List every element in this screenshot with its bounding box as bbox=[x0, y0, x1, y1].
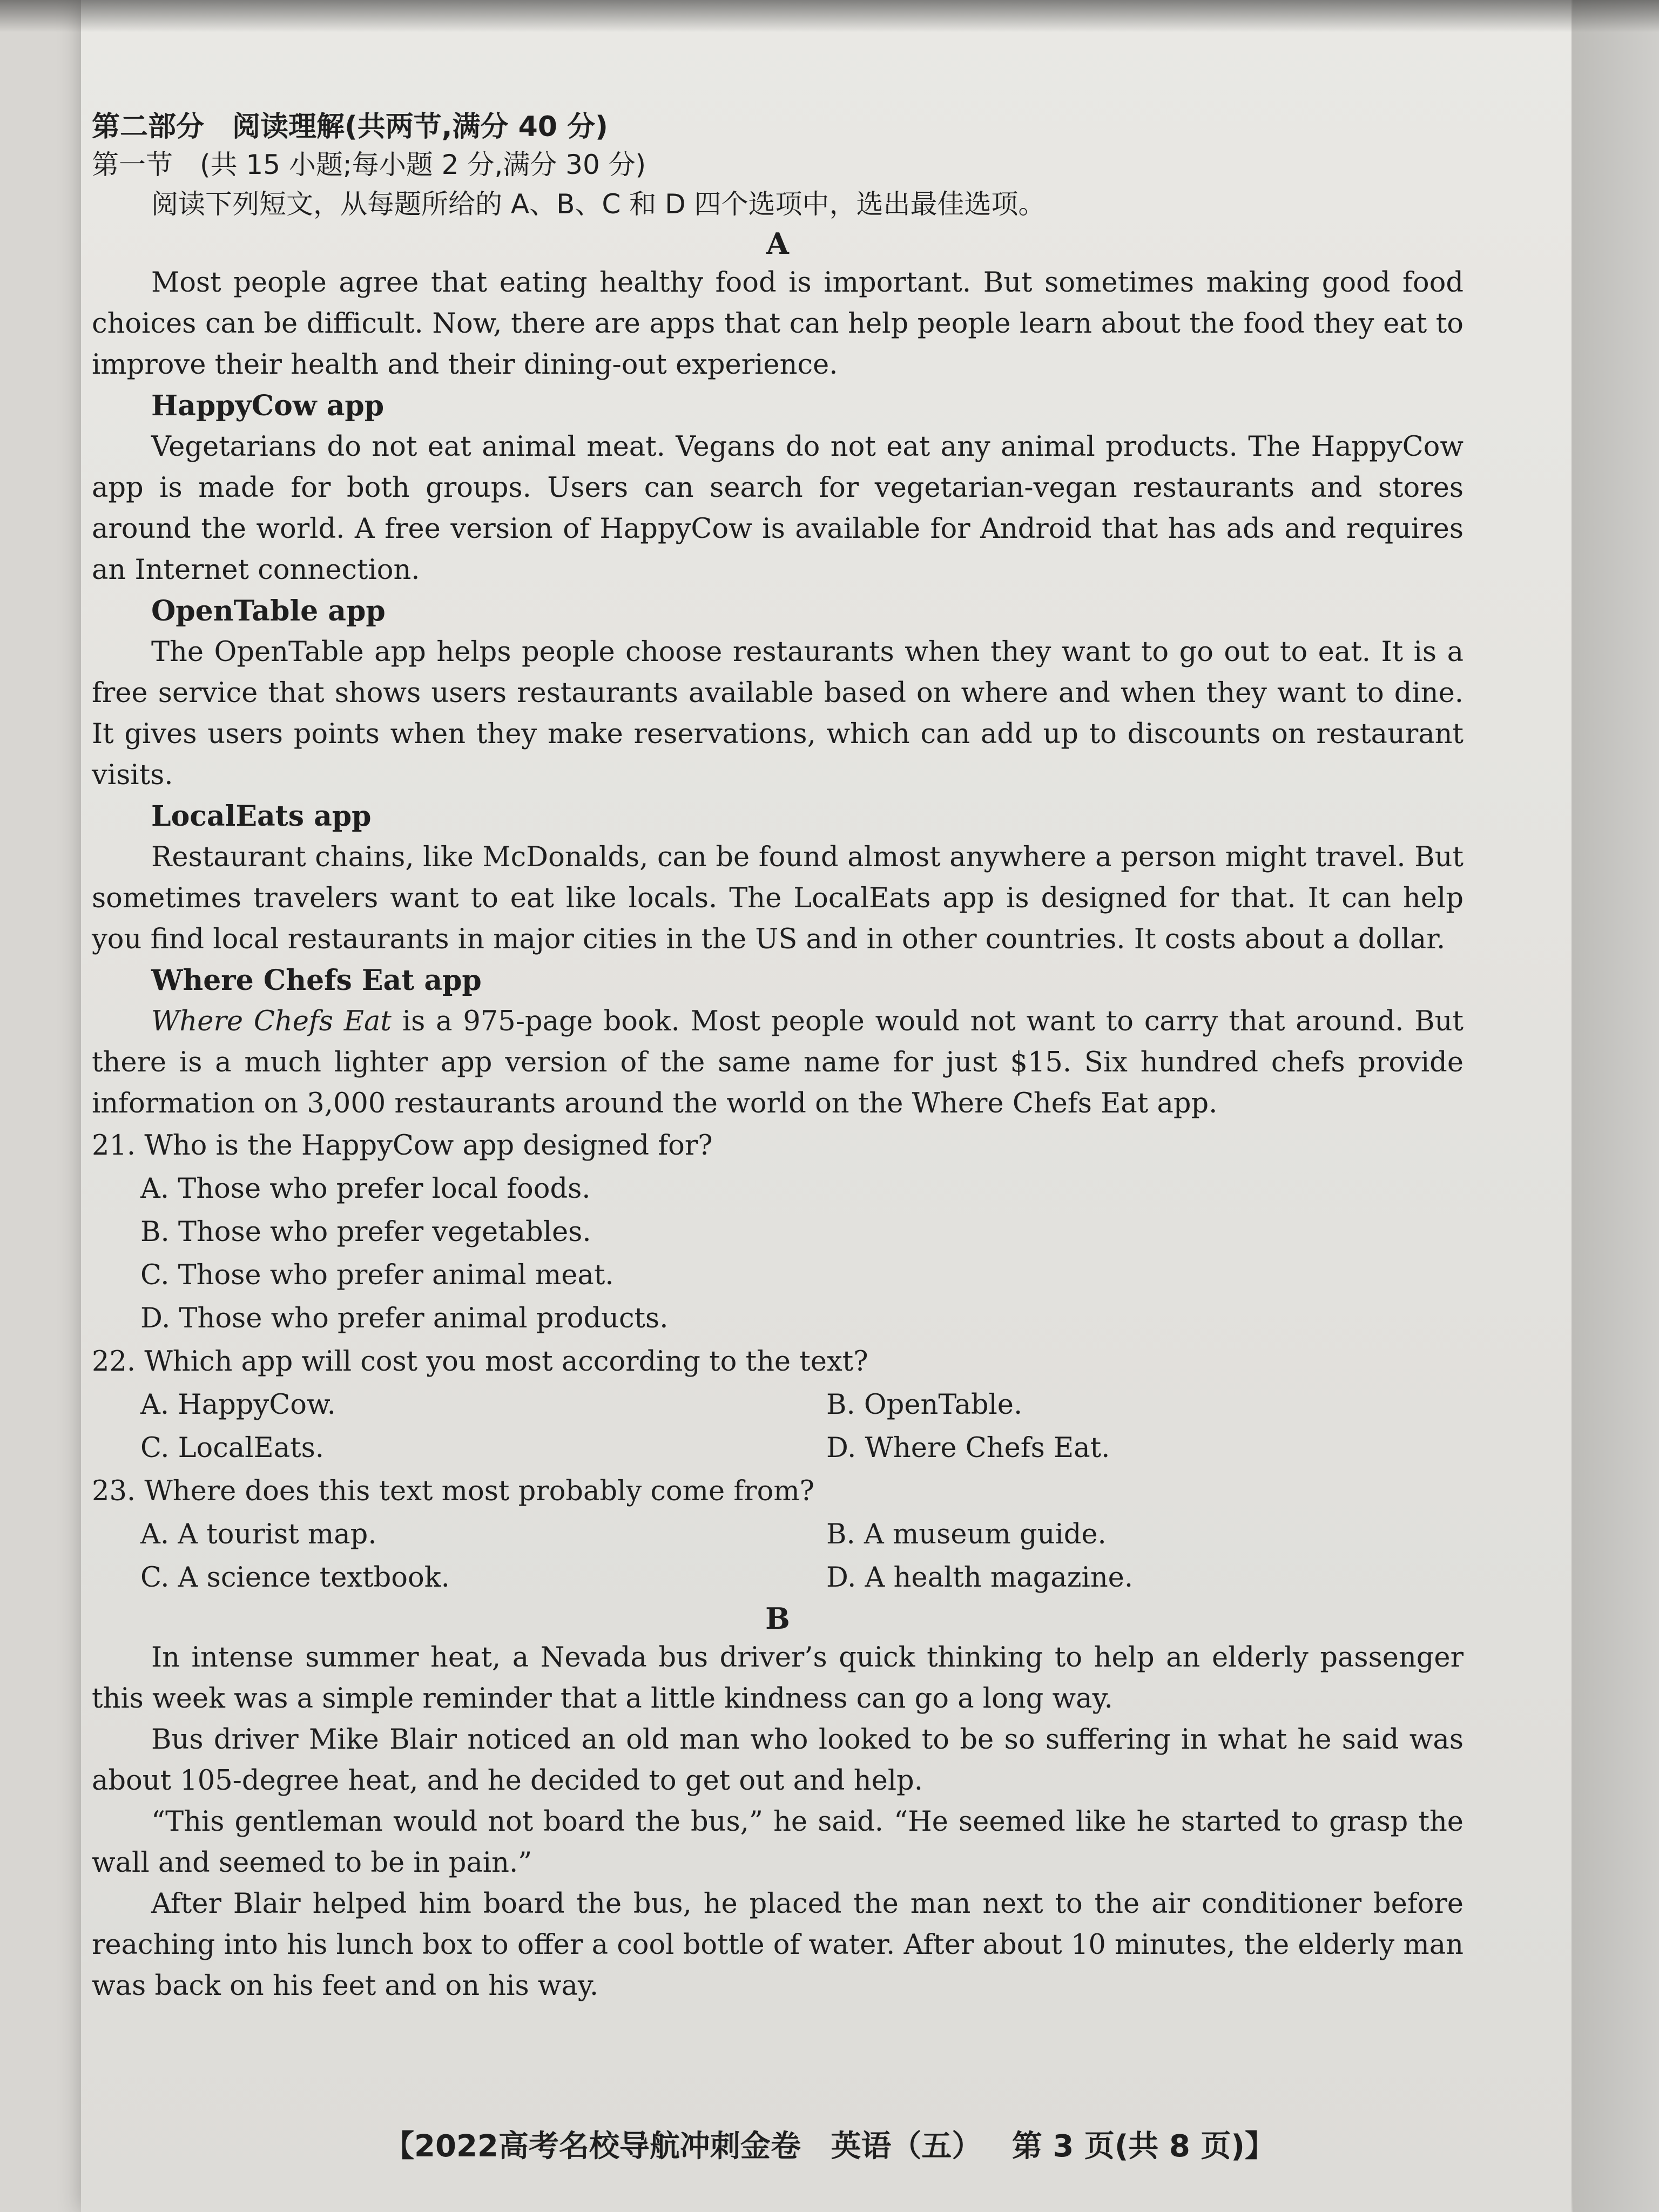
passage-a-intro: Most people agree that eating healthy food is important. But sometimes making good food choices can be difficult. Now, there are apps that can help people learn about the food they eat to improve their health and their dining-out experience. bbox=[92, 267, 1464, 381]
app-heading-localeats: LocalEats app bbox=[151, 800, 372, 833]
book-title: Where Chefs Eat bbox=[151, 1006, 392, 1037]
app-text-localeats: Restaurant chains, like McDonalds, can be found almost anywhere a person might travel. But sometimes travelers want to eat like locals. The LocalEats app is designed for that. It can help you find local restaurants in major cities in the US and in other countries. It costs about a dollar. bbox=[92, 841, 1464, 955]
q21-option-c: C. Those who prefer animal meat. bbox=[140, 1259, 614, 1291]
passage-b-paragraph-3: “This gentleman would not board the bus,” he said. “He seemed like he started to grasp the wall and seemed to be in pain.” bbox=[92, 1806, 1464, 1879]
page-footer bbox=[0, 2122, 1659, 2166]
q23-option-c: C. A science textbook. bbox=[140, 1562, 450, 1594]
q22-option-c: C. LocalEats. bbox=[140, 1432, 324, 1464]
app-heading-opentable: OpenTable app bbox=[151, 595, 386, 628]
q23-option-b: B. A museum guide. bbox=[826, 1519, 1107, 1550]
app-text-happycow: Vegetarians do not eat animal meat. Vegans do not eat any animal products. The HappyCow app is made for both groups. Users can search for vegetarian-vegan restaurants and stores around the world. A free version of HappyCow is available for Android that has ads and requires an Internet connection. bbox=[92, 431, 1464, 586]
app-text-where-chefs-eat bbox=[92, 1001, 1464, 1124]
q23-options bbox=[92, 1513, 1464, 1600]
passage-b-letter: B bbox=[765, 1601, 790, 1636]
q21-option-d: D. Those who prefer animal products. bbox=[140, 1303, 669, 1334]
instructions: 阅读下列短文，从每题所给的 A、B、C 和 D 四个选项中，选出最佳选项。 bbox=[151, 188, 1046, 220]
app-heading-where-chefs-eat: Where Chefs Eat app bbox=[151, 964, 482, 997]
passage-b-paragraph-4: After Blair helped him board the bus, he placed the man next to the air conditioner before reaching into his lunch box to offer a cool bottle of water. After about 10 minutes, the elderly man was back on his feet and on his way. bbox=[92, 1888, 1464, 2002]
footer-page-number: 第 3 页(共 8 页)】 bbox=[1011, 2129, 1275, 2164]
footer-title: 【2022高考名校导航冲刺金卷 bbox=[384, 2129, 801, 2164]
q23-option-d: D. A health magazine. bbox=[826, 1562, 1134, 1594]
next-page-edge bbox=[1573, 0, 1659, 2212]
footer-subject: 英语（五） bbox=[831, 2129, 982, 2164]
app-text-where-chefs-eat-body: is a 975-page book. Most people would not want to carry that around. But there is a much lighter app version of the same name for just $15. Six hundred chefs provide information on 3,000 restaurants around the world on the Where Chefs Eat app. bbox=[92, 1006, 1464, 1120]
part-title: 第二部分 阅读理解(共两节,满分 40 分) bbox=[92, 111, 608, 143]
passage-a-letter: A bbox=[766, 226, 789, 261]
section-title: 第一节 (共 15 小题;每小题 2 分,满分 30 分) bbox=[92, 149, 646, 180]
q21-option-a: A. Those who prefer local foods. bbox=[140, 1173, 591, 1205]
q22-options bbox=[92, 1384, 1464, 1470]
question-22: 22. Which app will cost you most according to the text? bbox=[92, 1346, 868, 1378]
q22-option-a: A. HappyCow. bbox=[140, 1389, 336, 1421]
app-text-opentable: The OpenTable app helps people choose restaurants when they want to go out to eat. It is a free service that shows users restaurants available based on where and when they want to dine. It gives users points when they make reservations, which can add up to discounts on restaurant visits. bbox=[92, 636, 1464, 791]
passage-b-paragraph-2: Bus driver Mike Blair noticed an old man who looked to be so suffering in what he said was about 105-degree heat, and he decided to get out and help. bbox=[92, 1724, 1464, 1797]
q22-option-b: B. OpenTable. bbox=[826, 1389, 1023, 1421]
q23-option-a: A. A tourist map. bbox=[140, 1519, 377, 1550]
question-21: 21. Who is the HappyCow app designed for? bbox=[92, 1130, 713, 1162]
top-shadow bbox=[0, 0, 1659, 32]
passage-b-paragraph-1: In intense summer heat, a Nevada bus driver’s quick thinking to help an elderly passenger this week was a simple reminder that a little kindness can go a long way. bbox=[92, 1642, 1464, 1715]
q22-option-d: D. Where Chefs Eat. bbox=[826, 1432, 1110, 1464]
page-content bbox=[92, 108, 1464, 2007]
q21-option-b: B. Those who prefer vegetables. bbox=[140, 1216, 591, 1248]
question-23: 23. Where does this text most probably come from? bbox=[92, 1475, 815, 1507]
app-heading-happycow: HappyCow app bbox=[151, 389, 385, 422]
